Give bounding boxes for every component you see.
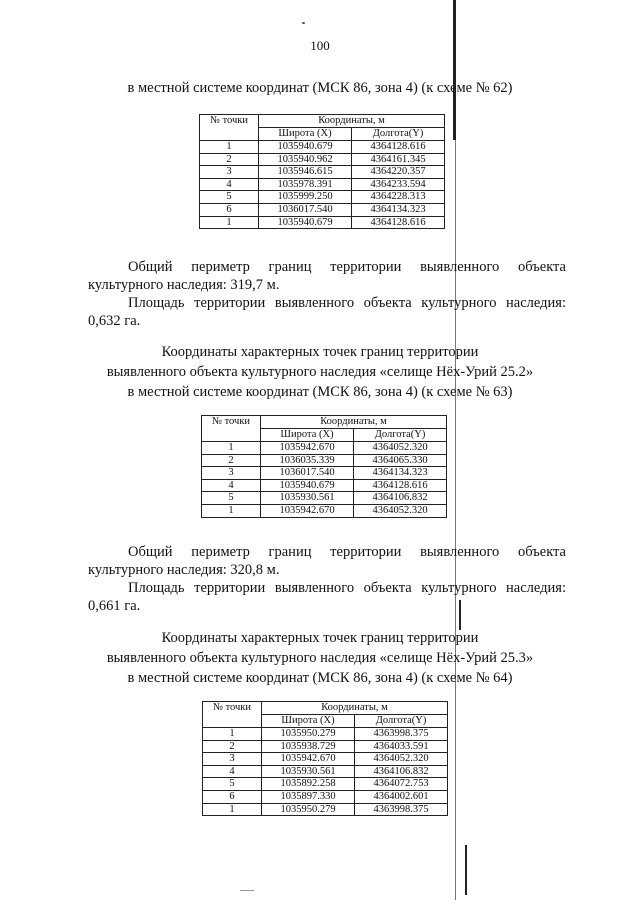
scan-speck xyxy=(240,890,254,891)
table-row xyxy=(202,492,447,505)
perimeter-paragraph xyxy=(88,258,566,294)
longitude-value: 4364134.323 xyxy=(352,203,445,216)
header-coordinates: Координаты, м xyxy=(261,416,447,429)
point-number: 1 xyxy=(200,141,259,154)
header-longitude: Долгота(Y) xyxy=(354,429,447,442)
longitude-value: 4364106.832 xyxy=(354,492,447,505)
caption-line: в местной системе координат (МСК 86, зона 4) (к схеме № 62) xyxy=(127,80,513,96)
area-line: 0,632 га. xyxy=(88,313,141,329)
area-paragraph xyxy=(88,294,566,330)
table-row xyxy=(202,479,447,492)
table-row xyxy=(200,216,445,229)
coordinates-table-63 xyxy=(201,415,447,518)
point-number: 1 xyxy=(200,216,259,229)
table-row xyxy=(200,203,445,216)
latitude-value: 1035940.962 xyxy=(259,153,352,166)
perimeter-line: Общий периметр границ территории выявленного объекта xyxy=(128,259,566,275)
table-row xyxy=(200,178,445,191)
longitude-value: 4363998.375 xyxy=(355,728,448,741)
latitude-value: 1035930.561 xyxy=(262,765,355,778)
point-number: 2 xyxy=(203,740,262,753)
longitude-value: 4364228.313 xyxy=(352,191,445,204)
area-line: 0,661 га. xyxy=(88,598,141,614)
table-row xyxy=(203,740,448,753)
caption-line: Координаты характерных точек границ территории xyxy=(161,630,479,646)
table-row xyxy=(202,467,447,480)
point-number: 5 xyxy=(203,778,262,791)
latitude-value: 1035892.258 xyxy=(262,778,355,791)
header-point-number: № точки xyxy=(200,115,259,141)
area-line: Площадь территории выявленного объекта культурного наследия: xyxy=(128,295,566,311)
point-number: 4 xyxy=(202,479,261,492)
point-number: 3 xyxy=(200,166,259,179)
point-number: 2 xyxy=(200,153,259,166)
latitude-value: 1035940.679 xyxy=(259,216,352,229)
section-2-caption xyxy=(0,342,640,402)
latitude-value: 1036017.540 xyxy=(261,467,354,480)
perimeter-paragraph xyxy=(88,543,566,579)
point-number: 6 xyxy=(200,203,259,216)
latitude-value: 1035946.615 xyxy=(259,166,352,179)
table-row xyxy=(203,753,448,766)
section-3-caption xyxy=(0,628,640,688)
latitude-value: 1035930.561 xyxy=(261,492,354,505)
longitude-value: 4364052.320 xyxy=(355,753,448,766)
longitude-value: 4364220.357 xyxy=(352,166,445,179)
point-number: 1 xyxy=(202,442,261,455)
table-row xyxy=(203,803,448,816)
latitude-value: 1035942.670 xyxy=(261,442,354,455)
header-latitude: Широта (X) xyxy=(262,715,355,728)
longitude-value: 4363998.375 xyxy=(355,803,448,816)
longitude-value: 4364052.320 xyxy=(354,504,447,517)
latitude-value: 1035942.670 xyxy=(261,504,354,517)
table-row xyxy=(202,454,447,467)
longitude-value: 4364052.320 xyxy=(354,442,447,455)
area-paragraph xyxy=(88,579,566,615)
latitude-value: 1035942.670 xyxy=(262,753,355,766)
latitude-value: 1035978.391 xyxy=(259,178,352,191)
scan-artifact-line xyxy=(453,0,456,140)
coordinates-table-64 xyxy=(202,701,448,816)
latitude-value: 1035950.279 xyxy=(262,728,355,741)
longitude-value: 4364128.616 xyxy=(354,479,447,492)
longitude-value: 4364233.594 xyxy=(352,178,445,191)
table-row xyxy=(202,442,447,455)
caption-line: Координаты характерных точек границ территории xyxy=(161,344,479,360)
point-number: 1 xyxy=(202,504,261,517)
perimeter-line: культурного наследия: 320,8 м. xyxy=(88,562,280,578)
caption-line: в местной системе координат (МСК 86, зона 4) (к схеме № 64) xyxy=(127,670,513,686)
point-number: 4 xyxy=(200,178,259,191)
table-row xyxy=(203,728,448,741)
perimeter-line: культурного наследия: 319,7 м. xyxy=(88,277,280,293)
latitude-value: 1035940.679 xyxy=(261,479,354,492)
point-number: 3 xyxy=(202,467,261,480)
point-number: 5 xyxy=(202,492,261,505)
point-number: 5 xyxy=(200,191,259,204)
scan-artifact-line xyxy=(455,140,456,900)
header-point-number: № точки xyxy=(203,702,262,728)
area-line: Площадь территории выявленного объекта культурного наследия: xyxy=(128,580,566,596)
longitude-value: 4364128.616 xyxy=(352,216,445,229)
longitude-value: 4364072.753 xyxy=(355,778,448,791)
perimeter-line: Общий периметр границ территории выявленного объекта xyxy=(128,544,566,560)
table-row xyxy=(203,778,448,791)
latitude-value: 1036035.339 xyxy=(261,454,354,467)
table-row xyxy=(200,153,445,166)
point-number: 1 xyxy=(203,803,262,816)
caption-line: выявленного объекта культурного наследия «селище Нёх-Урий 25.3» xyxy=(106,650,534,666)
latitude-value: 1036017.540 xyxy=(259,203,352,216)
longitude-value: 4364002.601 xyxy=(355,790,448,803)
table-row xyxy=(203,765,448,778)
scan-speck xyxy=(302,22,305,24)
latitude-value: 1035950.279 xyxy=(262,803,355,816)
point-number: 2 xyxy=(202,454,261,467)
point-number: 4 xyxy=(203,765,262,778)
longitude-value: 4364106.832 xyxy=(355,765,448,778)
point-number: 1 xyxy=(203,728,262,741)
latitude-value: 1035897.330 xyxy=(262,790,355,803)
latitude-value: 1035938.729 xyxy=(262,740,355,753)
table-row xyxy=(200,191,445,204)
section-1-caption xyxy=(0,78,640,98)
latitude-value: 1035940.679 xyxy=(259,141,352,154)
header-latitude: Широта (X) xyxy=(261,429,354,442)
caption-line: выявленного объекта культурного наследия «селище Нёх-Урий 25.2» xyxy=(106,364,534,380)
longitude-value: 4364033.591 xyxy=(355,740,448,753)
table-row xyxy=(200,141,445,154)
table-row xyxy=(203,790,448,803)
longitude-value: 4364065.330 xyxy=(354,454,447,467)
header-longitude: Долгота(Y) xyxy=(352,128,445,141)
table-row xyxy=(202,504,447,517)
caption-line: в местной системе координат (МСК 86, зона 4) (к схеме № 63) xyxy=(127,384,513,400)
header-coordinates: Координаты, м xyxy=(259,115,445,128)
header-coordinates: Координаты, м xyxy=(262,702,448,715)
header-longitude: Долгота(Y) xyxy=(355,715,448,728)
longitude-value: 4364128.616 xyxy=(352,141,445,154)
point-number: 3 xyxy=(203,753,262,766)
header-latitude: Широта (X) xyxy=(259,128,352,141)
header-point-number: № точки xyxy=(202,416,261,442)
coordinates-table-62 xyxy=(199,114,445,229)
table-row xyxy=(200,166,445,179)
longitude-value: 4364134.323 xyxy=(354,467,447,480)
longitude-value: 4364161.345 xyxy=(352,153,445,166)
page-number: 100 xyxy=(310,38,330,53)
point-number: 6 xyxy=(203,790,262,803)
latitude-value: 1035999.250 xyxy=(259,191,352,204)
scan-artifact-line xyxy=(465,845,467,895)
